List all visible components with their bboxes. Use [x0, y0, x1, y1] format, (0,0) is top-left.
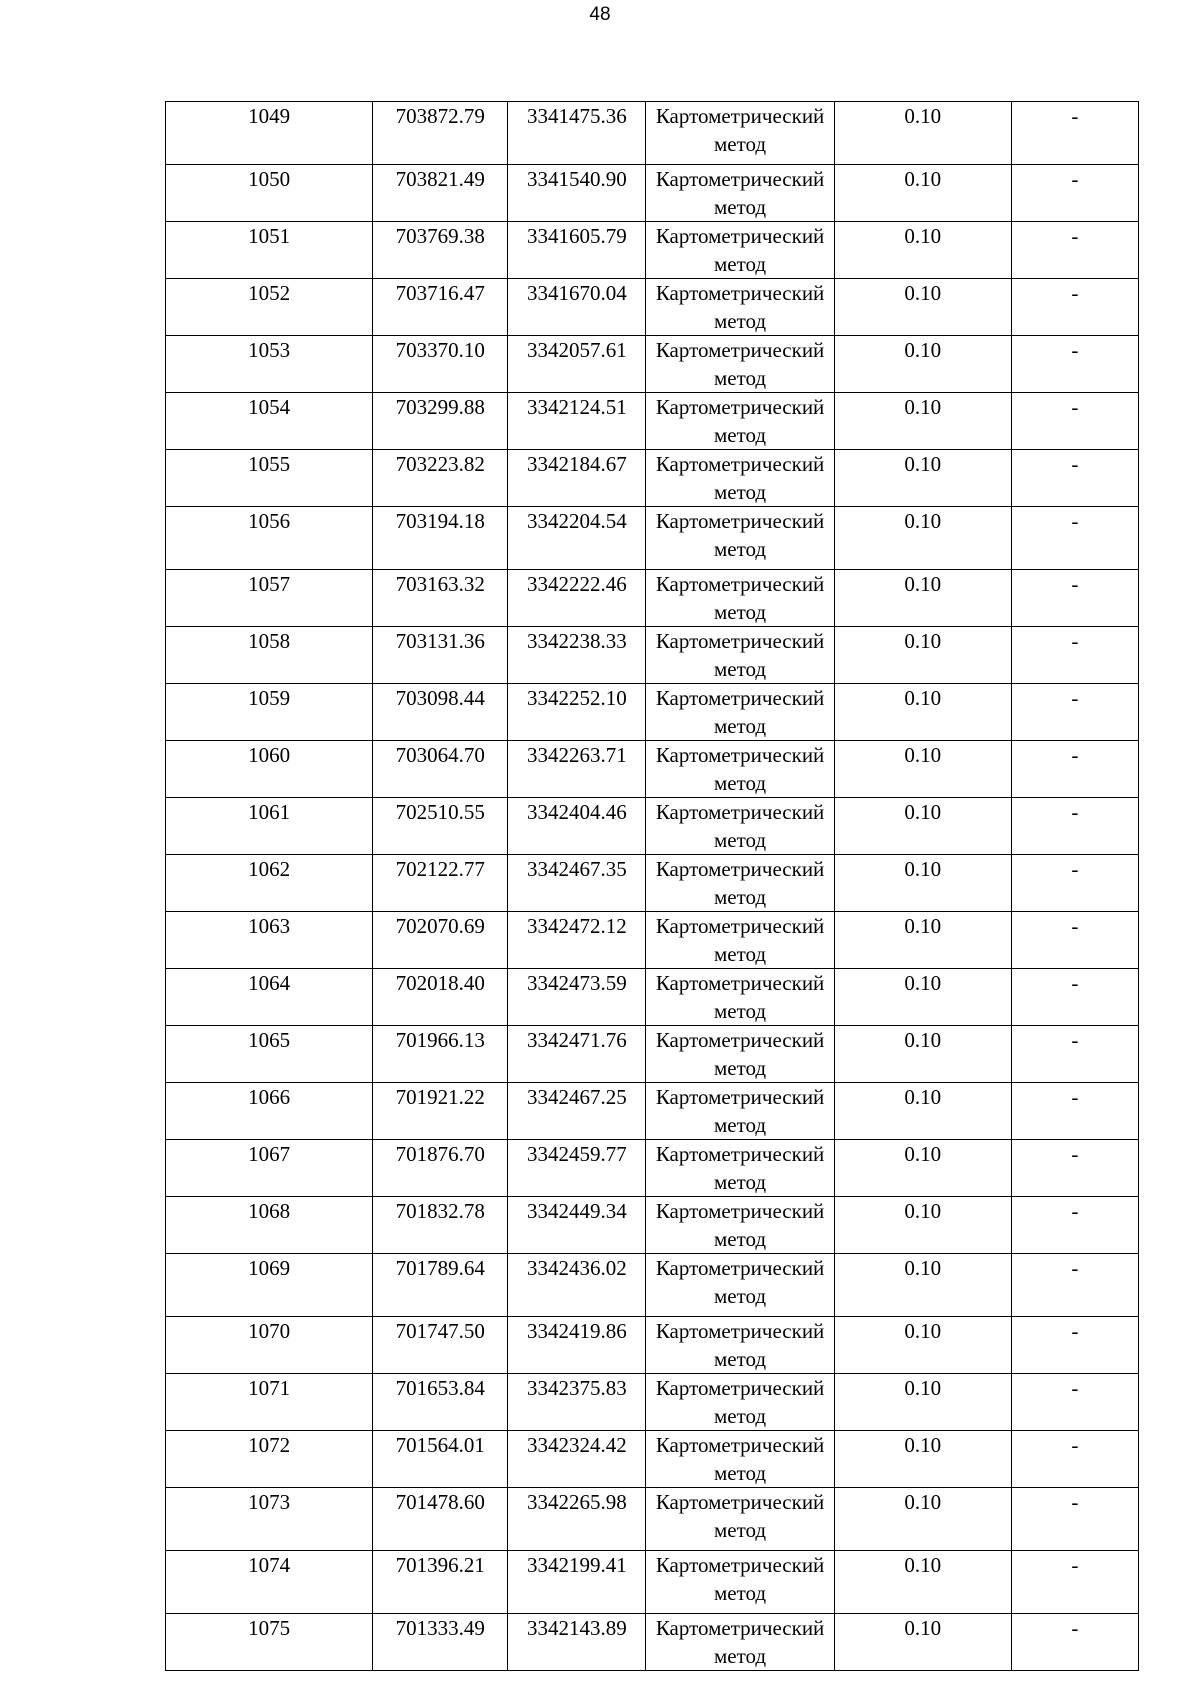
cell-note: - — [1011, 279, 1138, 336]
cell-note: - — [1011, 450, 1138, 507]
cell-note: - — [1011, 1431, 1138, 1488]
table-row — [166, 1197, 1139, 1254]
cell-x: 703716.47 — [373, 279, 508, 336]
cell-number: 1053 — [166, 336, 373, 393]
cell-note: - — [1011, 1551, 1138, 1614]
table-row — [166, 627, 1139, 684]
cell-method: Картометрический метод — [646, 1197, 834, 1254]
cell-x: 701876.70 — [373, 1140, 508, 1197]
cell-note: - — [1011, 798, 1138, 855]
cell-method: Картометрический метод — [646, 1254, 834, 1317]
cell-number: 1062 — [166, 855, 373, 912]
cell-y: 3342222.46 — [508, 570, 646, 627]
cell-number: 1070 — [166, 1317, 373, 1374]
cell-note: - — [1011, 102, 1138, 165]
cell-number: 1055 — [166, 450, 373, 507]
cell-number: 1058 — [166, 627, 373, 684]
cell-accuracy: 0.10 — [834, 165, 1011, 222]
cell-x: 701966.13 — [373, 1026, 508, 1083]
cell-number: 1067 — [166, 1140, 373, 1197]
table-row — [166, 165, 1139, 222]
cell-y: 3341475.36 — [508, 102, 646, 165]
cell-number: 1050 — [166, 165, 373, 222]
table-row — [166, 1374, 1139, 1431]
cell-note: - — [1011, 222, 1138, 279]
cell-number: 1056 — [166, 507, 373, 570]
cell-accuracy: 0.10 — [834, 741, 1011, 798]
cell-number: 1073 — [166, 1488, 373, 1551]
cell-accuracy: 0.10 — [834, 912, 1011, 969]
table-row — [166, 1431, 1139, 1488]
table-row — [166, 1254, 1139, 1317]
table-row — [166, 570, 1139, 627]
cell-method: Картометрический метод — [646, 798, 834, 855]
cell-x: 701478.60 — [373, 1488, 508, 1551]
cell-note: - — [1011, 336, 1138, 393]
cell-y: 3341670.04 — [508, 279, 646, 336]
cell-method: Картометрический метод — [646, 279, 834, 336]
cell-method: Картометрический метод — [646, 1488, 834, 1551]
cell-x: 703223.82 — [373, 450, 508, 507]
cell-number: 1074 — [166, 1551, 373, 1614]
cell-note: - — [1011, 1026, 1138, 1083]
cell-accuracy: 0.10 — [834, 1140, 1011, 1197]
cell-number: 1072 — [166, 1431, 373, 1488]
cell-y: 3342263.71 — [508, 741, 646, 798]
table-row — [166, 279, 1139, 336]
cell-x: 703299.88 — [373, 393, 508, 450]
cell-y: 3342467.35 — [508, 855, 646, 912]
cell-note: - — [1011, 627, 1138, 684]
cell-accuracy: 0.10 — [834, 1197, 1011, 1254]
cell-note: - — [1011, 1374, 1138, 1431]
cell-y: 3342375.83 — [508, 1374, 646, 1431]
table-row — [166, 336, 1139, 393]
cell-accuracy: 0.10 — [834, 1374, 1011, 1431]
cell-number: 1057 — [166, 570, 373, 627]
cell-y: 3342252.10 — [508, 684, 646, 741]
cell-method: Картометрический метод — [646, 393, 834, 450]
cell-x: 701789.64 — [373, 1254, 508, 1317]
cell-number: 1052 — [166, 279, 373, 336]
table-row — [166, 393, 1139, 450]
cell-method: Картометрический метод — [646, 741, 834, 798]
cell-method: Картометрический метод — [646, 1551, 834, 1614]
table-row — [166, 1488, 1139, 1551]
cell-accuracy: 0.10 — [834, 1431, 1011, 1488]
cell-method: Картометрический метод — [646, 855, 834, 912]
cell-y: 3342459.77 — [508, 1140, 646, 1197]
cell-y: 3342143.89 — [508, 1614, 646, 1671]
table-row — [166, 1140, 1139, 1197]
cell-y: 3341540.90 — [508, 165, 646, 222]
cell-y: 3342265.98 — [508, 1488, 646, 1551]
cell-number: 1060 — [166, 741, 373, 798]
cell-y: 3342204.54 — [508, 507, 646, 570]
cell-accuracy: 0.10 — [834, 570, 1011, 627]
cell-accuracy: 0.10 — [834, 1317, 1011, 1374]
cell-x: 701653.84 — [373, 1374, 508, 1431]
cell-note: - — [1011, 969, 1138, 1026]
cell-method: Картометрический метод — [646, 102, 834, 165]
cell-note: - — [1011, 507, 1138, 570]
cell-note: - — [1011, 912, 1138, 969]
cell-accuracy: 0.10 — [834, 1551, 1011, 1614]
cell-y: 3342057.61 — [508, 336, 646, 393]
cell-method: Картометрический метод — [646, 450, 834, 507]
cell-note: - — [1011, 1083, 1138, 1140]
cell-note: - — [1011, 1197, 1138, 1254]
page-number: 48 — [589, 4, 611, 25]
cell-note: - — [1011, 570, 1138, 627]
table-row — [166, 1317, 1139, 1374]
cell-note: - — [1011, 165, 1138, 222]
cell-method: Картометрический метод — [646, 507, 834, 570]
cell-note: - — [1011, 741, 1138, 798]
table-row — [166, 1551, 1139, 1614]
cell-y: 3342199.41 — [508, 1551, 646, 1614]
table-row — [166, 1614, 1139, 1671]
cell-y: 3342473.59 — [508, 969, 646, 1026]
cell-x: 703131.36 — [373, 627, 508, 684]
table-row — [166, 1026, 1139, 1083]
table-row — [166, 450, 1139, 507]
cell-method: Картометрический метод — [646, 912, 834, 969]
cell-x: 703194.18 — [373, 507, 508, 570]
cell-y: 3342436.02 — [508, 1254, 646, 1317]
cell-x: 702018.40 — [373, 969, 508, 1026]
cell-number: 1049 — [166, 102, 373, 165]
cell-y: 3341605.79 — [508, 222, 646, 279]
cell-method: Картометрический метод — [646, 1614, 834, 1671]
cell-method: Картометрический метод — [646, 165, 834, 222]
table-row — [166, 969, 1139, 1026]
cell-x: 702070.69 — [373, 912, 508, 969]
cell-accuracy: 0.10 — [834, 627, 1011, 684]
table-row — [166, 912, 1139, 969]
cell-note: - — [1011, 855, 1138, 912]
cell-x: 701832.78 — [373, 1197, 508, 1254]
cell-x: 701747.50 — [373, 1317, 508, 1374]
cell-method: Картометрический метод — [646, 1140, 834, 1197]
cell-number: 1068 — [166, 1197, 373, 1254]
cell-y: 3342324.42 — [508, 1431, 646, 1488]
cell-accuracy: 0.10 — [834, 798, 1011, 855]
cell-method: Картометрический метод — [646, 222, 834, 279]
cell-accuracy: 0.10 — [834, 393, 1011, 450]
cell-accuracy: 0.10 — [834, 684, 1011, 741]
cell-x: 701921.22 — [373, 1083, 508, 1140]
cell-method: Картометрический метод — [646, 1083, 834, 1140]
cell-y: 3342124.51 — [508, 393, 646, 450]
cell-y: 3342471.76 — [508, 1026, 646, 1083]
cell-x: 703821.49 — [373, 165, 508, 222]
cell-number: 1063 — [166, 912, 373, 969]
cell-number: 1051 — [166, 222, 373, 279]
cell-y: 3342238.33 — [508, 627, 646, 684]
table-row — [166, 507, 1139, 570]
cell-x: 703098.44 — [373, 684, 508, 741]
cell-x: 703872.79 — [373, 102, 508, 165]
cell-method: Картометрический метод — [646, 969, 834, 1026]
cell-accuracy: 0.10 — [834, 507, 1011, 570]
cell-number: 1071 — [166, 1374, 373, 1431]
table-row — [166, 102, 1139, 165]
cell-method: Картометрический метод — [646, 627, 834, 684]
cell-x: 702510.55 — [373, 798, 508, 855]
cell-note: - — [1011, 1254, 1138, 1317]
coordinates-table — [165, 101, 1139, 1671]
table-row — [166, 684, 1139, 741]
cell-method: Картометрический метод — [646, 684, 834, 741]
cell-note: - — [1011, 1614, 1138, 1671]
table-row — [166, 1083, 1139, 1140]
cell-y: 3342467.25 — [508, 1083, 646, 1140]
cell-x: 701564.01 — [373, 1431, 508, 1488]
cell-accuracy: 0.10 — [834, 279, 1011, 336]
cell-number: 1054 — [166, 393, 373, 450]
cell-note: - — [1011, 684, 1138, 741]
cell-number: 1069 — [166, 1254, 373, 1317]
cell-method: Картометрический метод — [646, 570, 834, 627]
cell-number: 1064 — [166, 969, 373, 1026]
cell-number: 1061 — [166, 798, 373, 855]
cell-x: 703163.32 — [373, 570, 508, 627]
cell-x: 703370.10 — [373, 336, 508, 393]
cell-number: 1059 — [166, 684, 373, 741]
cell-note: - — [1011, 1140, 1138, 1197]
cell-method: Картометрический метод — [646, 336, 834, 393]
cell-accuracy: 0.10 — [834, 336, 1011, 393]
table-body — [166, 102, 1139, 1671]
cell-x: 701396.21 — [373, 1551, 508, 1614]
cell-x: 703064.70 — [373, 741, 508, 798]
cell-x: 703769.38 — [373, 222, 508, 279]
cell-note: - — [1011, 393, 1138, 450]
cell-method: Картометрический метод — [646, 1374, 834, 1431]
cell-x: 702122.77 — [373, 855, 508, 912]
cell-accuracy: 0.10 — [834, 222, 1011, 279]
cell-accuracy: 0.10 — [834, 1254, 1011, 1317]
cell-y: 3342472.12 — [508, 912, 646, 969]
cell-x: 701333.49 — [373, 1614, 508, 1671]
table-row — [166, 855, 1139, 912]
cell-accuracy: 0.10 — [834, 102, 1011, 165]
cell-method: Картометрический метод — [646, 1317, 834, 1374]
table-row — [166, 741, 1139, 798]
cell-accuracy: 0.10 — [834, 1488, 1011, 1551]
table-row — [166, 222, 1139, 279]
cell-y: 3342419.86 — [508, 1317, 646, 1374]
cell-accuracy: 0.10 — [834, 1083, 1011, 1140]
cell-note: - — [1011, 1317, 1138, 1374]
table-row — [166, 798, 1139, 855]
cell-y: 3342404.46 — [508, 798, 646, 855]
cell-number: 1066 — [166, 1083, 373, 1140]
cell-accuracy: 0.10 — [834, 855, 1011, 912]
cell-accuracy: 0.10 — [834, 969, 1011, 1026]
cell-number: 1075 — [166, 1614, 373, 1671]
cell-accuracy: 0.10 — [834, 1026, 1011, 1083]
cell-accuracy: 0.10 — [834, 450, 1011, 507]
cell-accuracy: 0.10 — [834, 1614, 1011, 1671]
cell-note: - — [1011, 1488, 1138, 1551]
cell-method: Картометрический метод — [646, 1026, 834, 1083]
cell-y: 3342184.67 — [508, 450, 646, 507]
cell-y: 3342449.34 — [508, 1197, 646, 1254]
cell-method: Картометрический метод — [646, 1431, 834, 1488]
cell-number: 1065 — [166, 1026, 373, 1083]
